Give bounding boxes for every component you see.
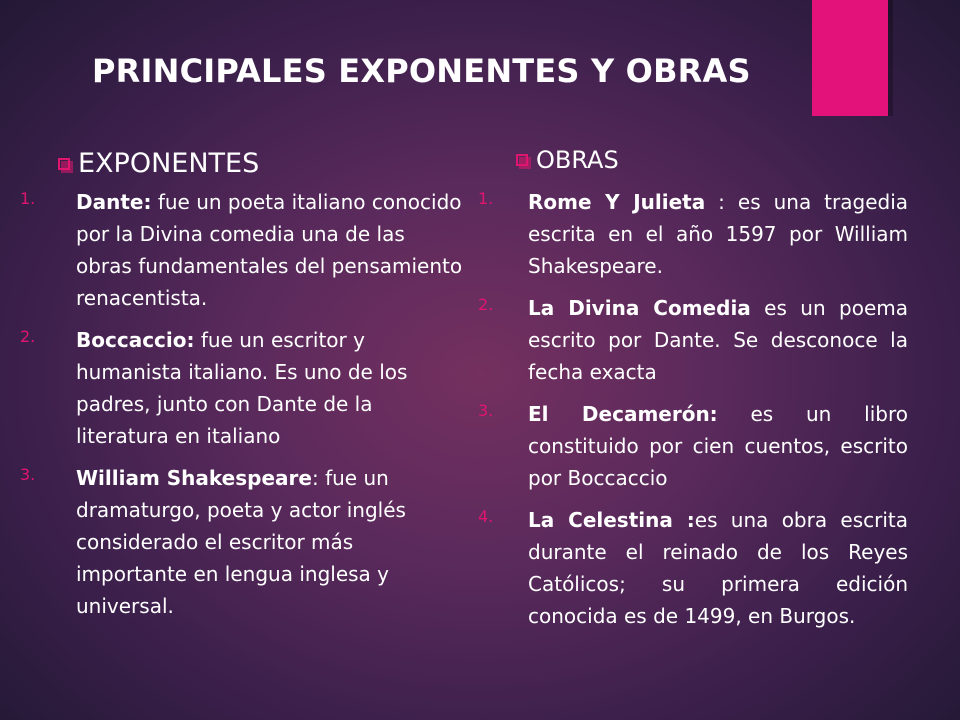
slide-title: PRINCIPALES EXPONENTES Y OBRAS bbox=[92, 52, 751, 90]
list-item-text bbox=[528, 186, 908, 282]
list-number: 2. bbox=[20, 327, 36, 346]
list-number: 3. bbox=[478, 401, 494, 420]
author-description: fue un poeta italiano conocido por la Divina comedia una de las obras fundamentales del pensamiento renacentista. bbox=[76, 190, 463, 310]
heading-obras bbox=[516, 146, 619, 174]
author-description: : fue un dramaturgo, poeta y actor inglés considerado el escritor más importante en lengua inglesa y universal. bbox=[76, 466, 406, 618]
heading-obras-label: OBRAS bbox=[536, 146, 619, 174]
work-description: es un poema escrito por Dante. Se desconoce la fecha exacta bbox=[528, 296, 908, 384]
list-item bbox=[20, 462, 466, 622]
list-number: 4. bbox=[478, 507, 494, 526]
work-title: El Decamerón: bbox=[528, 402, 718, 426]
list-item bbox=[478, 186, 908, 282]
work-title: La Divina Comedia bbox=[528, 296, 751, 320]
list-item-text bbox=[528, 398, 908, 494]
list-item-text bbox=[76, 324, 466, 452]
list-item-text bbox=[76, 186, 466, 314]
list-item-text bbox=[528, 504, 908, 632]
checkbox-bullet-icon bbox=[58, 158, 70, 170]
list-item bbox=[478, 504, 908, 632]
list-number: 3. bbox=[20, 465, 36, 484]
list-item bbox=[478, 398, 908, 494]
author-name: Dante: bbox=[76, 190, 152, 214]
heading-exponentes bbox=[58, 148, 259, 179]
obras-list bbox=[478, 186, 908, 632]
exponentes-list bbox=[20, 186, 466, 622]
work-description: : es una tragedia escrita en el año 1597 por William Shakespeare. bbox=[528, 190, 908, 278]
accent-bar-shadow bbox=[888, 0, 893, 116]
accent-bar bbox=[812, 0, 888, 116]
heading-exponentes-label: EXPONENTES bbox=[78, 148, 260, 179]
list-item bbox=[20, 186, 466, 314]
author-description: fue un escritor y humanista italiano. Es uno de los padres, junto con Dante de la literatura en italiano bbox=[76, 328, 408, 448]
work-description: es una obra escrita durante el reinado de los Reyes Católicos; su primera edición conocida es de 1499, en Burgos. bbox=[528, 508, 908, 628]
list-item-text bbox=[76, 462, 466, 622]
work-description: es un libro constituido por cien cuentos, escrito por Boccaccio bbox=[528, 402, 908, 490]
list-item-text bbox=[528, 292, 908, 388]
list-item bbox=[478, 292, 908, 388]
author-name: Boccaccio: bbox=[76, 328, 195, 352]
work-title: La Celestina : bbox=[528, 508, 695, 532]
list-number: 1. bbox=[20, 189, 36, 208]
list-number: 1. bbox=[478, 189, 494, 208]
author-name: William Shakespeare bbox=[76, 466, 312, 490]
list-item bbox=[20, 324, 466, 452]
work-title: Rome Y Julieta bbox=[528, 190, 706, 214]
list-number: 2. bbox=[478, 295, 494, 314]
checkbox-bullet-icon bbox=[516, 154, 528, 166]
